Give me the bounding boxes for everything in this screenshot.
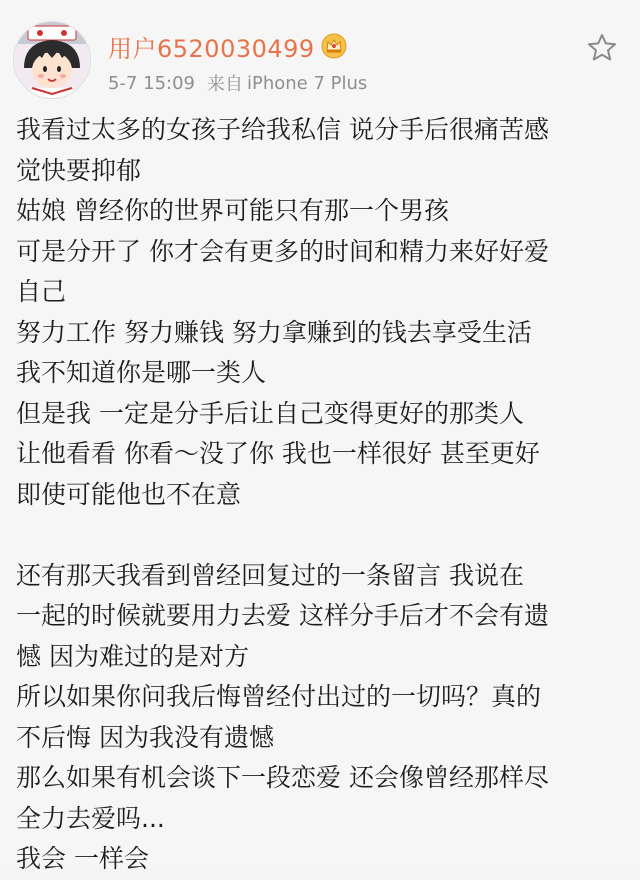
post-header <box>0 0 640 110</box>
post-text-line: 我看过太多的女孩子给我私信 说分手后很痛苦感 <box>16 115 549 144</box>
post-body <box>16 110 626 880</box>
post-text-line: 一起的时候就要用力去爱 这样分手后才不会有遗 <box>16 601 549 630</box>
post-text-line: 让他看看 你看～没了你 我也一样很好 甚至更好 <box>16 439 540 468</box>
source-device: iPhone 7 Plus <box>247 72 368 94</box>
post-text-line: 努力工作 努力赚钱 努力拿赚到的钱去享受生活 <box>16 317 532 347</box>
avatar[interactable] <box>14 22 90 98</box>
post-text-line: 觉快要抑郁 <box>16 155 142 185</box>
username-row <box>108 28 347 64</box>
post-time: 5-7 15:09 <box>108 72 195 94</box>
star-icon[interactable] <box>586 32 618 64</box>
post-text-line: 但是我 一定是分手后让自己变得更好的那类人 <box>16 398 524 428</box>
source-label: 来自 <box>207 74 243 95</box>
post-text-line: 憾 因为难过的是对方 <box>16 641 249 671</box>
post-text-line: 自己 <box>16 277 67 306</box>
cartoon-girl-avatar-icon <box>14 22 90 98</box>
post-text-line: 我不知道你是哪一类人 <box>16 358 267 387</box>
post-text-line: 不后悔 因为我没有遗憾 <box>16 722 274 752</box>
post-text-line: 全力去爱吗... <box>16 803 165 833</box>
post-text-line: 所以如果你问我后悔曾经付出过的一切吗？真的 <box>16 682 542 711</box>
post-text-line: 即使可能他也不在意 <box>16 479 242 509</box>
post-text-line: 姑娘 曾经你的世界可能只有那一个男孩 <box>16 196 449 225</box>
username[interactable]: 用户6520030499 <box>108 34 315 63</box>
post-text-line: 那么如果有机会谈下一段恋爱 还会像曾经那样尽 <box>16 763 549 792</box>
post-text-line: 还有那天我看到曾经回复过的一条留言 我说在 <box>16 560 524 590</box>
post-meta <box>108 70 367 96</box>
vip-crown-icon[interactable] <box>321 33 347 59</box>
paragraph-gap <box>16 515 626 556</box>
post-text-line: 我会 一样会 <box>16 844 149 873</box>
post-text-line: 可是分开了 你才会有更多的时间和精力来好好爱 <box>16 236 549 266</box>
